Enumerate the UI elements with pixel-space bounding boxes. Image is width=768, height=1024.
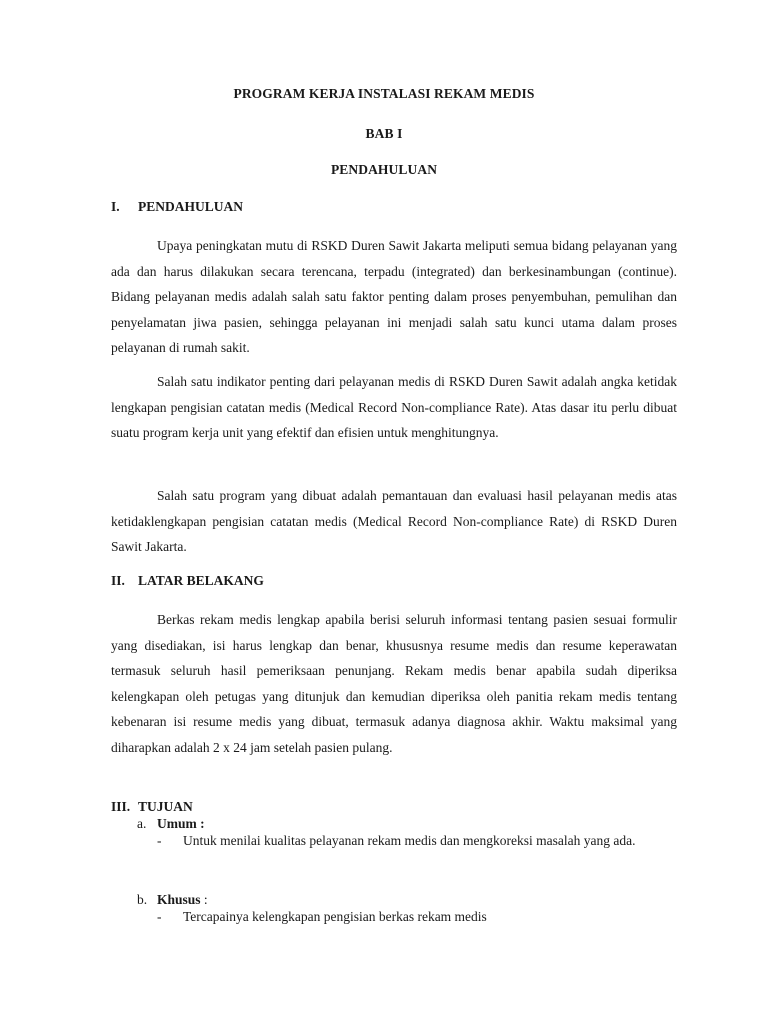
subsection-colon: :	[200, 892, 208, 907]
section-heading-latar-belakang	[111, 573, 264, 589]
subsection-letter: a.	[137, 816, 147, 831]
section-number: II.	[111, 573, 125, 588]
paragraph-latar-belakang: Berkas rekam medis lengkap apabila berisi seluruh informasi tentang pasien sesuai formulir yang disediakan, isi harus lengkap dan benar, khususnya resume medis dan resume keperawatan termasuk seluruh hasil pemeriksaan penunjang. Rekam medis benar apabila sudah diperiksa kelengkapan oleh petugas yang ditunjuk dan kemudian diperiksa oleh panitia rekam medis tentang kebenaran isi resume medis yang dibuat, termasuk adanya diagnosa akhir. Waktu maksimal yang diharapkan adalah 2 x 24 jam setelah pasien pulang.	[111, 612, 677, 755]
section-number: I.	[111, 199, 120, 214]
chapter-title: PENDAHULUAN	[330, 162, 438, 177]
section-title: TUJUAN	[138, 799, 193, 814]
list-item	[157, 828, 677, 854]
chapter-number: BAB I	[365, 126, 403, 141]
paragraph-pendahuluan-1: Upaya peningkatan mutu di RSKD Duren Sawit Jakarta meliputi semua bidang pelayanan yang ada dan harus dilakukan secara terencana, terpadu (integrated) dan berkesinambungan (continue). Bidang pelayanan medis adalah salah satu faktor penting dalam proses penyembuhan, pemulihan dan penyelamatan jiwa pasien, sehingga pelayanan ini menjadi salah satu kunci utama dalam proses pelayanan di rumah sakit.	[111, 238, 677, 355]
section-number: III.	[111, 799, 131, 814]
paragraph-pendahuluan-3: Salah satu program yang dibuat adalah pemantauan dan evaluasi hasil pelayanan medis atas ketidaklengkapan pengisian catatan medis (Medical Record Non-compliance Rate) di RSKD Duren Sawit Jakarta.	[111, 488, 677, 554]
section-title: PENDAHULUAN	[138, 199, 244, 214]
section-title: LATAR BELAKANG	[138, 573, 264, 588]
list-item	[157, 904, 677, 930]
section-heading-pendahuluan	[111, 199, 243, 215]
paragraph-pendahuluan-2: Salah satu indikator penting dari pelayanan medis di RSKD Duren Sawit adalah angka ketidak lengkapan pengisian catatan medis (Medical Record Non-compliance Rate). Atas dasar itu perlu dibuat suatu program kerja unit yang efektif dan efisien untuk menghitungnya.	[111, 374, 677, 440]
list-item-text: Tercapainya kelengkapan pengisian berkas rekam medis	[183, 909, 487, 924]
dash-bullet: -	[157, 833, 162, 848]
list-item-text: Untuk menilai kualitas pelayanan rekam medis dan mengkoreksi masalah yang ada.	[183, 833, 636, 848]
subsection-letter: b.	[137, 892, 148, 907]
subsection-label: Khusus	[157, 892, 201, 907]
dash-bullet: -	[157, 909, 162, 924]
document-title: PROGRAM KERJA INSTALASI REKAM MEDIS	[233, 86, 535, 101]
subsection-label: Umum :	[157, 816, 205, 831]
section-heading-tujuan	[111, 799, 193, 815]
